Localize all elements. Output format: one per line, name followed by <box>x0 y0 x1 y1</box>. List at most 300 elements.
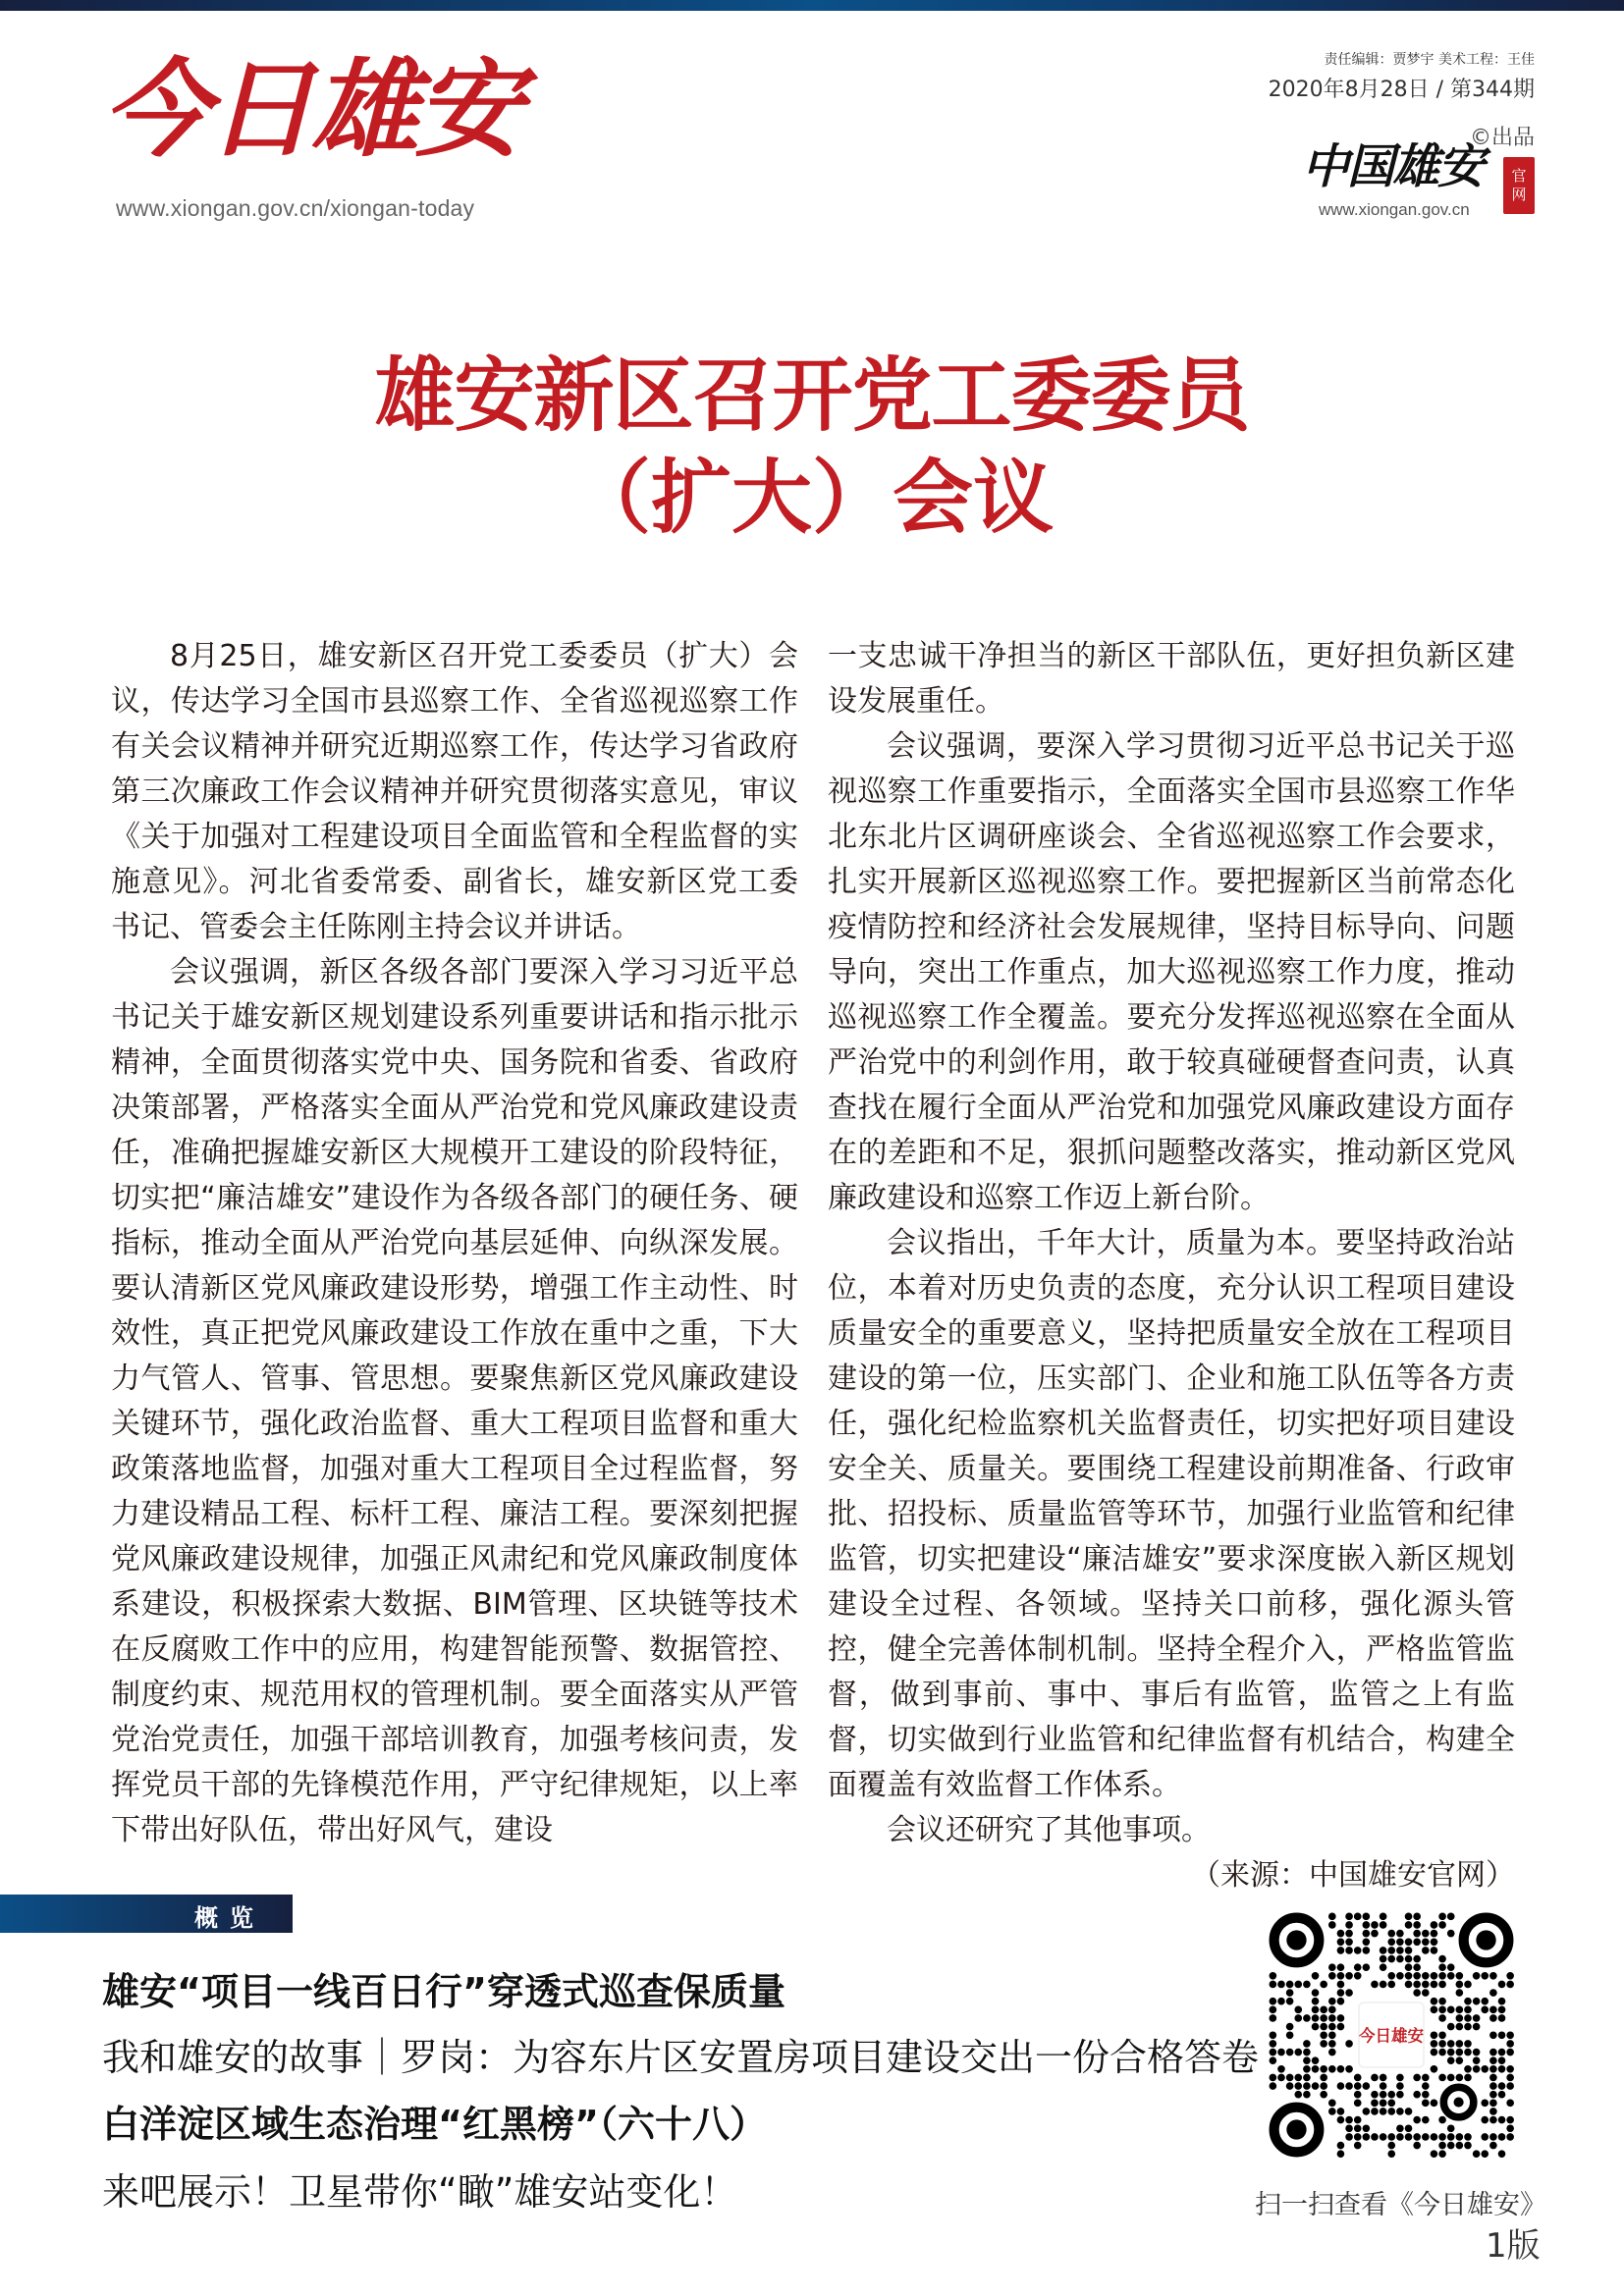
qr-module <box>1481 1998 1489 2005</box>
qr-module <box>1498 2014 1506 2022</box>
qr-module <box>1312 1998 1320 2005</box>
qr-module <box>1354 2091 1362 2099</box>
qr-module <box>1303 2091 1311 2099</box>
qr-module <box>1345 1947 1353 1954</box>
qr-module <box>1422 1947 1430 1954</box>
qr-module <box>1431 1930 1438 1938</box>
qr-module <box>1489 2100 1497 2108</box>
qr-module <box>1489 2014 1497 2022</box>
qr-module <box>1456 2014 1464 2022</box>
qr-module <box>1438 1981 1446 1989</box>
qr-module <box>1438 1998 1446 2005</box>
produced-by-label: ©出品 <box>1469 126 1535 150</box>
qr-module <box>1422 2133 1430 2141</box>
qr-module <box>1506 2082 1514 2090</box>
qr-module <box>1387 2100 1395 2108</box>
qr-module <box>1473 2023 1481 2031</box>
qr-module <box>1489 2091 1497 2099</box>
qr-module <box>1438 2006 1446 2014</box>
qr-module <box>1345 2082 1353 2090</box>
qr-module <box>1431 1921 1438 1929</box>
qr-module <box>1431 2031 1438 2039</box>
qr-module <box>1345 2133 1353 2141</box>
overview-section-header <box>0 1895 293 1933</box>
qr-module <box>1320 2082 1327 2090</box>
qr-module <box>1328 1913 1336 1921</box>
qr-module <box>1277 1998 1285 2005</box>
qr-module <box>1371 1921 1379 1929</box>
qr-module <box>1380 2100 1387 2108</box>
qr-module <box>1363 1947 1371 1954</box>
qr-module <box>1506 1981 1514 1989</box>
qr-module <box>1438 2116 1446 2124</box>
qr-module <box>1328 2049 1336 2056</box>
qr-module <box>1489 2065 1497 2073</box>
qr-module <box>1387 2091 1395 2099</box>
qr-module <box>1431 2049 1438 2056</box>
qr-code-icon[interactable] <box>1267 1910 1516 2160</box>
qr-module <box>1405 1921 1413 1929</box>
qr-module <box>1413 1972 1421 1980</box>
qr-module <box>1371 2100 1379 2108</box>
qr-module <box>1489 2108 1497 2115</box>
qr-module <box>1405 1981 1413 1989</box>
qr-module <box>1447 1963 1455 1971</box>
qr-module <box>1328 1963 1336 1971</box>
qr-module <box>1363 1938 1371 1946</box>
qr-module <box>1447 1930 1455 1938</box>
qr-module <box>1438 2014 1446 2022</box>
qr-module <box>1481 1972 1489 1980</box>
article-source: （来源：中国雄安官网） <box>1191 1858 1515 1893</box>
qr-module <box>1294 2006 1302 2014</box>
qr-module <box>1380 1963 1387 1971</box>
qr-module <box>1371 1981 1379 1989</box>
qr-module <box>1447 2124 1455 2132</box>
qr-module <box>1413 1921 1421 1929</box>
qr-module <box>1506 2116 1514 2124</box>
overview-label: 概览 <box>194 1904 265 1932</box>
qr-module <box>1489 2049 1497 2056</box>
qr-module <box>1438 2133 1446 2141</box>
qr-module <box>1413 2142 1421 2150</box>
qr-module <box>1312 1989 1320 1997</box>
qr-module <box>1312 2014 1320 2022</box>
qr-module <box>1337 2150 1345 2158</box>
qr-module <box>1456 1972 1464 1980</box>
qr-module <box>1447 2006 1455 2014</box>
qr-module <box>1431 1938 1438 1946</box>
qr-module <box>1380 2133 1387 2141</box>
qr-module <box>1286 2082 1294 2090</box>
qr-module <box>1456 1981 1464 1989</box>
qr-module <box>1387 2142 1395 2150</box>
qr-module <box>1447 2133 1455 2141</box>
overview-link[interactable]: 我和雄安的故事｜罗岗：为容东片区安置房项目建设交出一份合格答卷 <box>102 2036 1260 2079</box>
qr-module <box>1337 1981 1345 1989</box>
qr-module <box>1286 1998 1294 2005</box>
qr-module <box>1396 2108 1404 2115</box>
qr-module <box>1380 1981 1387 1989</box>
qr-module <box>1345 2116 1353 2124</box>
qr-module <box>1447 2074 1455 2082</box>
qr-module <box>1431 2006 1438 2014</box>
qr-module <box>1506 2049 1514 2056</box>
qr-module <box>1413 1930 1421 1938</box>
qr-module <box>1387 1938 1395 1946</box>
qr-module <box>1354 1947 1362 1954</box>
qr-module <box>1345 2065 1353 2073</box>
qr-module <box>1431 2133 1438 2141</box>
qr-module <box>1337 2065 1345 2073</box>
qr-module <box>1270 2006 1277 2014</box>
qr-module <box>1438 2031 1446 2039</box>
qr-module <box>1438 1963 1446 1971</box>
qr-module <box>1286 2049 1294 2056</box>
qr-module <box>1438 1972 1446 1980</box>
qr-module <box>1277 1981 1285 1989</box>
qr-module <box>1498 2133 1506 2141</box>
qr-module <box>1456 2056 1464 2064</box>
qr-module <box>1481 2150 1489 2158</box>
qr-module <box>1456 2074 1464 2082</box>
qr-module <box>1405 1972 1413 1980</box>
masthead-logo: 今日雄安 <box>102 48 519 172</box>
qr-module <box>1337 1947 1345 1954</box>
brand-logo: 中国雄安 <box>1302 139 1484 194</box>
qr-module <box>1363 2133 1371 2141</box>
qr-module <box>1337 1930 1345 1938</box>
qr-module <box>1473 1972 1481 1980</box>
qr-module <box>1354 1972 1362 1980</box>
overview-link[interactable]: 白洋淀区域生态治理“红黑榜”（六十八） <box>102 2103 767 2146</box>
qr-module <box>1320 2031 1327 2039</box>
qr-module <box>1380 2108 1387 2115</box>
qr-module <box>1320 2014 1327 2022</box>
qr-module <box>1464 2023 1472 2031</box>
qr-module <box>1328 2023 1336 2031</box>
qr-module <box>1328 2065 1336 2073</box>
qr-module <box>1337 2023 1345 2031</box>
qr-module <box>1422 1972 1430 1980</box>
qr-module <box>1387 1981 1395 1989</box>
qr-module <box>1337 2014 1345 2022</box>
qr-module <box>1481 2133 1489 2141</box>
qr-module <box>1489 2056 1497 2064</box>
qr-module <box>1489 1972 1497 1980</box>
qr-module <box>1270 2049 1277 2056</box>
qr-module <box>1464 2006 1472 2014</box>
qr-module <box>1498 2150 1506 2158</box>
qr-module <box>1438 1921 1446 1929</box>
brand-url[interactable]: www.xiongan.gov.cn <box>1319 200 1470 219</box>
qr-module <box>1489 2074 1497 2082</box>
qr-module <box>1405 2133 1413 2141</box>
qr-module <box>1506 2133 1514 2141</box>
qr-module <box>1328 1972 1336 1980</box>
qr-module <box>1396 1947 1404 1954</box>
qr-module <box>1312 2006 1320 2014</box>
qr-module <box>1447 2040 1455 2048</box>
qr-module <box>1431 1998 1438 2005</box>
qr-module <box>1473 1998 1481 2005</box>
qr-module <box>1277 2074 1285 2082</box>
article-column-right <box>828 634 1515 1898</box>
qr-module <box>1456 2142 1464 2150</box>
qr-module <box>1456 2006 1464 2014</box>
qr-module <box>1294 2082 1302 2090</box>
qr-module <box>1363 1963 1371 1971</box>
qr-module <box>1489 2031 1497 2039</box>
qr-module <box>1320 2074 1327 2082</box>
top-banner-bar <box>0 0 1624 11</box>
qr-module <box>1363 1913 1371 1921</box>
qr-module <box>1456 2040 1464 2048</box>
qr-module <box>1320 2065 1327 2073</box>
qr-module <box>1405 1947 1413 1954</box>
qr-module <box>1345 1913 1353 1921</box>
masthead-url[interactable]: www.xiongan.gov.cn/xiongan-today <box>116 195 475 221</box>
qr-module <box>1438 2049 1446 2056</box>
qr-module <box>1387 2133 1395 2141</box>
qr-module <box>1481 2065 1489 2073</box>
qr-module <box>1320 2023 1327 2031</box>
qr-module <box>1354 1913 1362 1921</box>
qr-module <box>1303 2082 1311 2090</box>
qr-module <box>1473 2049 1481 2056</box>
qr-module <box>1498 2091 1506 2099</box>
qr-module <box>1387 1930 1395 1938</box>
qr-module <box>1422 1989 1430 1997</box>
qr-module <box>1498 2065 1506 2073</box>
qr-module <box>1396 1930 1404 1938</box>
qr-module <box>1413 2091 1421 2099</box>
article-title-line1: 雄安新区召开党工委委员 <box>374 348 1250 443</box>
qr-module <box>1303 2074 1311 2082</box>
qr-module <box>1498 1981 1506 1989</box>
qr-module <box>1422 2082 1430 2090</box>
qr-module <box>1345 1989 1353 1997</box>
qr-module <box>1312 1972 1320 1980</box>
qr-module <box>1286 2031 1294 2039</box>
qr-module <box>1413 1963 1421 1971</box>
qr-module <box>1456 2049 1464 2056</box>
qr-module <box>1345 2124 1353 2132</box>
qr-module <box>1413 1938 1421 1946</box>
qr-module <box>1294 2014 1302 2022</box>
qr-module <box>1371 2091 1379 2099</box>
qr-module <box>1413 2116 1421 2124</box>
qr-module <box>1337 2142 1345 2150</box>
qr-module <box>1380 2091 1387 2099</box>
qr-module <box>1354 2116 1362 2124</box>
qr-module <box>1286 2023 1294 2031</box>
qr-module <box>1438 2074 1446 2082</box>
qr-module <box>1396 2091 1404 2099</box>
qr-module <box>1354 2133 1362 2141</box>
qr-module <box>1464 2065 1472 2073</box>
qr-module <box>1303 2040 1311 2048</box>
qr-module <box>1413 2074 1421 2082</box>
qr-module <box>1380 1913 1387 1921</box>
qr-module <box>1431 2065 1438 2073</box>
qr-module <box>1464 2049 1472 2056</box>
qr-module <box>1405 2124 1413 2132</box>
qr-module <box>1363 2082 1371 2090</box>
qr-module <box>1294 2091 1302 2099</box>
official-seal-icon <box>1503 157 1535 214</box>
qr-module <box>1498 2049 1506 2056</box>
qr-module <box>1396 1938 1404 1946</box>
qr-module <box>1422 2100 1430 2108</box>
qr-module <box>1320 2091 1327 2099</box>
qr-module <box>1396 2082 1404 2090</box>
qr-module <box>1506 2040 1514 2048</box>
qr-module <box>1498 1998 1506 2005</box>
qr-module <box>1337 2116 1345 2124</box>
qr-module <box>1481 2006 1489 2014</box>
qr-module <box>1354 2082 1362 2090</box>
qr-module <box>1380 1947 1387 1954</box>
qr-module <box>1413 1913 1421 1921</box>
paragraph: 一支忠诚干净担当的新区干部队伍，更好担负新区建设发展重任。 <box>828 639 1515 719</box>
qr-module <box>1371 2108 1379 2115</box>
qr-module <box>1371 1930 1379 1938</box>
qr-module <box>1345 1938 1353 1946</box>
qr-module <box>1270 2040 1277 2048</box>
qr-module <box>1328 2031 1336 2039</box>
qr-module <box>1320 1981 1327 1989</box>
paragraph: 会议强调，要深入学习贯彻习近平总书记关于巡视巡察工作重要指示，全面落实全国市县巡察工作华北东北片区调研座谈会、全省巡视巡察工作会要求，扎实开展新区巡视巡察工作。要把握新区当前常态化疫情防控和经济社会发展规律，坚持目标导向、问题导向，突出工作重点，加大巡视巡察工作力度，推动巡视巡察工作全覆盖。要充分发挥巡视巡察在全面从严治党中的利剑作用，敢于较真碰硬督查问责，认真查找在履行全面从严治党和加强党风廉政建设方面存在的差距和不足，狠抓问题整改落实，推动新区党风廉政建设和巡察工作迈上新台阶。 <box>828 729 1515 1215</box>
article-title-line2: （扩大）会议 <box>569 451 1054 545</box>
qr-module <box>1294 2049 1302 2056</box>
qr-module <box>1481 2116 1489 2124</box>
qr-module <box>1464 1981 1472 1989</box>
qr-module <box>1387 2150 1395 2158</box>
qr-module <box>1481 2100 1489 2108</box>
qr-module <box>1270 1998 1277 2005</box>
qr-module <box>1438 2040 1446 2048</box>
qr-module <box>1396 1955 1404 1963</box>
qr-module <box>1456 2133 1464 2141</box>
qr-module <box>1498 2006 1506 2014</box>
qr-module <box>1447 1913 1455 1921</box>
qr-module <box>1303 2065 1311 2073</box>
qr-module <box>1380 2082 1387 2090</box>
qr-module <box>1422 2074 1430 2082</box>
qr-module <box>1422 1930 1430 1938</box>
qr-module <box>1473 2150 1481 2158</box>
qr-module <box>1303 1981 1311 1989</box>
qr-module <box>1337 1963 1345 1971</box>
qr-module <box>1270 2074 1277 2082</box>
qr-module <box>1405 2108 1413 2115</box>
qr-module <box>1506 2031 1514 2039</box>
qr-module <box>1354 2074 1362 2082</box>
qr-module <box>1422 2116 1430 2124</box>
qr-module <box>1303 2014 1311 2022</box>
qr-module <box>1447 2056 1455 2064</box>
qr-module <box>1489 1989 1497 1997</box>
qr-module <box>1286 2074 1294 2082</box>
qr-module <box>1473 2065 1481 2073</box>
closing-text: 会议还研究了其他事项。 <box>887 1813 1211 1847</box>
qr-module <box>1489 2142 1497 2150</box>
qr-module <box>1328 2040 1336 2048</box>
qr-module <box>1328 1998 1336 2005</box>
qr-module <box>1328 2006 1336 2014</box>
qr-module <box>1489 2133 1497 2141</box>
qr-module <box>1380 1955 1387 1963</box>
qr-module <box>1337 1989 1345 1997</box>
qr-module <box>1312 2065 1320 2073</box>
qr-module <box>1447 2049 1455 2056</box>
qr-module <box>1473 2056 1481 2064</box>
qr-module <box>1270 2056 1277 2064</box>
qr-module <box>1337 1998 1345 2005</box>
qr-module <box>1363 1921 1371 1929</box>
qr-module <box>1294 1981 1302 1989</box>
qr-module <box>1413 1981 1421 1989</box>
overview-link[interactable]: 来吧展示！卫星带你“瞰”雄安站变化！ <box>102 2170 738 2214</box>
qr-module <box>1270 1981 1277 1989</box>
qr-module <box>1506 2124 1514 2132</box>
qr-module <box>1438 1955 1446 1963</box>
paragraph: 会议指出，千年大计，质量为本。要坚持政治站位，本着对历史负责的态度，充分认识工程项目建设质量安全的重要意义，坚持把质量安全放在工程项目建设的第一位，压实部门、企业和施工队伍等各方责任，强化纪检监察机关监督责任，切实把好项目建设安全关、质量关。要围绕工程建设前期准备、行政审批、招投标、质量监管等环节，加强行业监管和纪律监管，切实把建设“廉洁雄安”要求深度嵌入新区规划建设全过程、各领域。坚持关口前移，强化源头管控，健全完善体制机制。坚持全程介入，严格监管监督，做到事前、事中、事后有监管，监管之上有监督，切实做到行业监管和纪律监督有机结合，构建全面覆盖有效监督工作体系。 <box>828 1226 1515 1802</box>
qr-module <box>1328 2100 1336 2108</box>
qr-module <box>1320 2040 1327 2048</box>
qr-module <box>1345 1972 1353 1980</box>
qr-module <box>1438 2150 1446 2158</box>
qr-module <box>1431 1981 1438 1989</box>
qr-module <box>1506 2074 1514 2082</box>
qr-center-label: 今日雄安 <box>1359 2025 1424 2046</box>
qr-module <box>1396 1972 1404 1980</box>
qr-module <box>1286 1981 1294 1989</box>
qr-module <box>1498 2116 1506 2124</box>
qr-module <box>1464 1998 1472 2005</box>
qr-module <box>1270 2014 1277 2022</box>
qr-module <box>1312 2082 1320 2090</box>
qr-module <box>1422 2091 1430 2099</box>
overview-link[interactable]: 雄安“项目一线百日行”穿透式巡查保质量 <box>102 1970 785 2013</box>
qr-module <box>1447 1972 1455 1980</box>
qr-module <box>1387 1972 1395 1980</box>
qr-module <box>1387 1955 1395 1963</box>
qr-module <box>1354 2142 1362 2150</box>
qr-module <box>1489 2006 1497 2014</box>
qr-module <box>1413 1955 1421 1963</box>
qr-module <box>1337 1972 1345 1980</box>
qr-module <box>1447 2142 1455 2150</box>
editor-credits: 责任编辑：贾梦宇 美术工程：王佳 <box>1324 52 1535 68</box>
qr-module <box>1345 2040 1353 2048</box>
qr-module <box>1303 2049 1311 2056</box>
qr-module <box>1396 2133 1404 2141</box>
qr-module <box>1438 1913 1446 1921</box>
qr-module <box>1456 1989 1464 1997</box>
qr-module <box>1363 2124 1371 2132</box>
qr-module <box>1396 2124 1404 2132</box>
qr-module <box>1371 2133 1379 2141</box>
qr-module <box>1506 2100 1514 2108</box>
qr-module <box>1431 1947 1438 1954</box>
qr-module <box>1405 1938 1413 1946</box>
qr-module <box>1380 1921 1387 1929</box>
qr-module <box>1431 1972 1438 1980</box>
qr-module <box>1405 1963 1413 1971</box>
qr-module <box>1422 1981 1430 1989</box>
